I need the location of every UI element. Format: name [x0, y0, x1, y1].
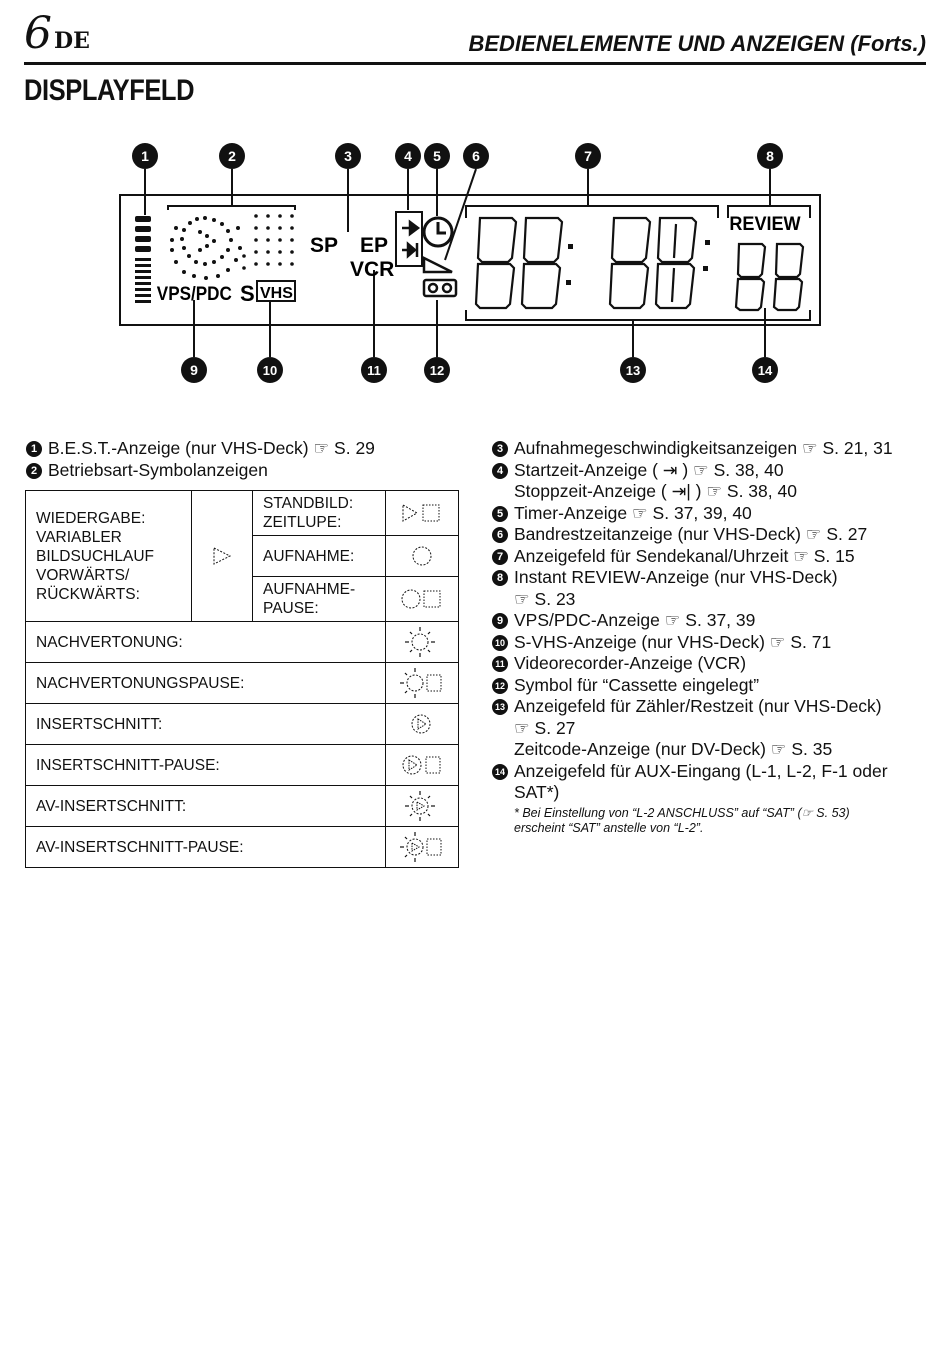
audio-dub-pause-icon: [386, 663, 459, 704]
table-row: NACHVERTONUNG:: [26, 622, 386, 663]
svg-text:6: 6: [472, 148, 480, 164]
svg-text:8: 8: [766, 148, 774, 164]
legend-item: 14 Anzeigefeld für AUX-Eingang (L-1, L-2, F-1 oder SAT*): [492, 761, 932, 804]
legend-item: 7 Anzeigefeld für Sendekanal/Uhrzeit ☞ S. 15: [492, 546, 932, 568]
record-icon: [386, 536, 459, 577]
still-icon: [386, 491, 459, 536]
vps-pdc-label: VPS/PDC: [156, 283, 232, 305]
tape-remaining-icon: [424, 258, 452, 272]
page-number: 6DE: [24, 8, 90, 59]
header-rule: [24, 62, 926, 65]
sp-label: SP: [310, 234, 339, 257]
table-row: INSERTSCHNITT:: [26, 704, 386, 745]
display-panel-diagram: [110, 140, 830, 400]
ep-label: EP: [360, 234, 389, 257]
svg-text:11: 11: [367, 363, 381, 378]
svg-text:13: 13: [625, 363, 641, 378]
s-icon: S: [240, 281, 255, 306]
table-row: AV-INSERTSCHNITT-PAUSE:: [26, 827, 386, 868]
vhs-label: VHS: [260, 285, 293, 302]
review-label: REVIEW: [729, 212, 801, 235]
playback-label: WIEDERGABE: VARIABLER BILDSUCHLAUF VORWÄRTS/ RÜCKWÄRTS:: [26, 491, 192, 622]
callout-top-row: [132, 143, 783, 169]
legend-item: 6 Bandrestzeitanzeige (nur VHS-Deck) ☞ S. 27: [492, 524, 932, 546]
svg-text:14: 14: [757, 363, 773, 378]
svg-text:12: 12: [429, 363, 445, 378]
mode-symbol-table: [25, 490, 459, 868]
language-code: DE: [54, 28, 90, 54]
insert-edit-pause-icon: [386, 745, 459, 786]
record-pause-icon: [386, 577, 459, 622]
callout-bottom-row: [181, 357, 778, 383]
legend-item: 1 B.E.S.T.-Anzeige (nur VHS-Deck) ☞ S. 29: [26, 438, 466, 460]
record-pause-label: AUFNAHME- PAUSE:: [253, 577, 386, 622]
insert-edit-icon: [386, 704, 459, 745]
cassette-icon: [424, 280, 456, 296]
svg-text:7: 7: [584, 148, 592, 164]
table-row: INSERTSCHNITT-PAUSE:: [26, 745, 386, 786]
svg-text:5: 5: [433, 148, 441, 164]
timer-icon: [424, 218, 452, 246]
svg-text:4: 4: [404, 148, 412, 164]
best-indicator: [135, 216, 151, 303]
mode-symbol-dots: [170, 216, 242, 280]
legend-item: 3 Aufnahmegeschwindigkeitsanzeigen ☞ S. 21, 31: [492, 438, 932, 460]
left-legend-list: [26, 438, 466, 481]
pause-dots: [242, 214, 294, 270]
play-icon: [192, 491, 253, 622]
legend-item: 5 Timer-Anzeige ☞ S. 37, 39, 40: [492, 503, 932, 525]
section-title: BEDIENELEMENTE UND ANZEIGEN (Forts.): [468, 31, 926, 56]
av-insert-pause-icon: [386, 827, 459, 868]
svg-text:1: 1: [141, 148, 149, 164]
svg-text:2: 2: [228, 148, 236, 164]
av-insert-icon: [386, 786, 459, 827]
legend-item: 12 Symbol für “Cassette eingelegt”: [492, 675, 932, 697]
legend-item: 2 Betriebsart-Symbolanzeigen: [26, 460, 466, 482]
table-row: NACHVERTONUNGSPAUSE:: [26, 663, 386, 704]
start-stop-time-icons: [396, 212, 422, 266]
audio-dub-icon: [386, 622, 459, 663]
legend-item: 9 VPS/PDC-Anzeige ☞ S. 37, 39: [492, 610, 932, 632]
svg-text:10: 10: [262, 363, 278, 378]
vcr-label: VCR: [350, 258, 395, 281]
legend-item: 10 S-VHS-Anzeige (nur VHS-Deck) ☞ S. 71: [492, 632, 932, 654]
svg-text:9: 9: [190, 362, 198, 378]
legend-item: 11 Videorecorder-Anzeige (VCR): [492, 653, 932, 675]
svg-text:3: 3: [344, 148, 352, 164]
still-label: STANDBILD: ZEITLUPE:: [253, 491, 386, 536]
legend-item: 13 Anzeigefeld für Zähler/Restzeit (nur VHS-Deck) ☞ S. 27 Zeitcode-Anzeige (nur DV-Deck) ☞ S. 35: [492, 696, 932, 761]
legend-item: 4 Startzeit-Anzeige ( ⇥ ) ☞ S. 38, 40 Stoppzeit-Anzeige ( ⇥| ) ☞ S. 38, 40: [492, 460, 932, 503]
legend-item: 8 Instant REVIEW-Anzeige (nur VHS-Deck) ☞ S. 23: [492, 567, 932, 610]
footnote: * Bei Einstellung von “L-2 ANSCHLUSS” auf “SAT” (☞ S. 53) erscheint “SAT” anstelle von “L-2”.: [514, 805, 850, 835]
table-row: AV-INSERTSCHNITT:: [26, 786, 386, 827]
right-legend-list: [492, 438, 932, 836]
page-heading: DISPLAYFELD: [24, 74, 195, 107]
record-label: AUFNAHME:: [253, 536, 386, 577]
